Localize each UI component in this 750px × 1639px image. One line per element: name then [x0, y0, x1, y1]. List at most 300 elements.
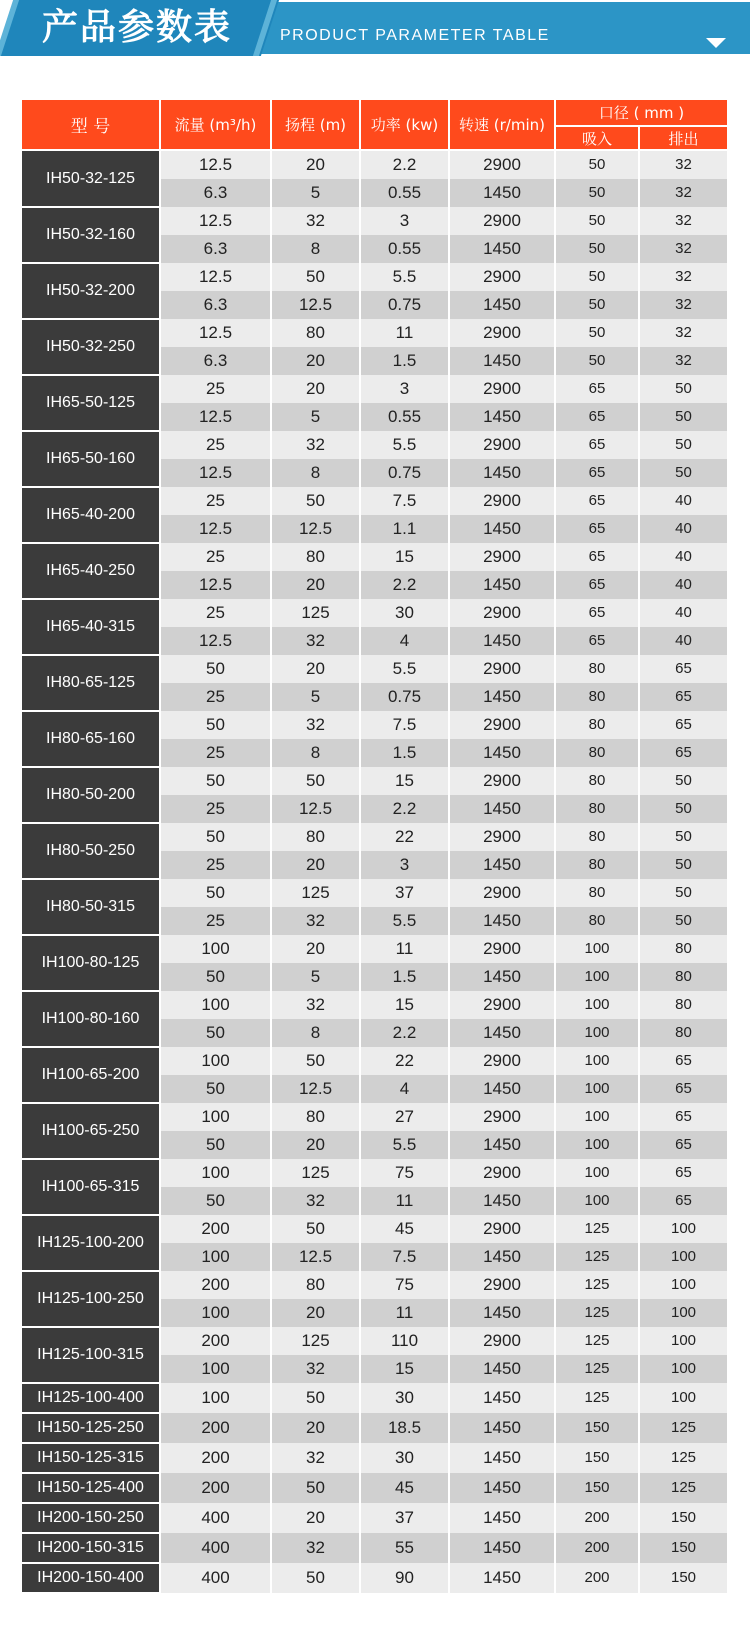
page-subtitle: PRODUCT PARAMETER TABLE: [280, 27, 550, 44]
speed-cell: 1450: [449, 627, 555, 655]
power-cell: 27: [360, 1103, 449, 1131]
outlet-cell: 65: [639, 1131, 728, 1159]
speed-cell: 2900: [449, 599, 555, 627]
inlet-cell: 65: [555, 599, 639, 627]
speed-cell: 2900: [449, 655, 555, 683]
outlet-cell: 150: [639, 1503, 728, 1533]
inlet-cell: 150: [555, 1473, 639, 1503]
speed-cell: 2900: [449, 1327, 555, 1355]
speed-cell: 1450: [449, 851, 555, 879]
power-cell: 30: [360, 1383, 449, 1413]
flow-cell: 12.5: [160, 571, 271, 599]
power-cell: 37: [360, 1503, 449, 1533]
head-cell: 32: [271, 991, 360, 1019]
inlet-cell: 100: [555, 1159, 639, 1187]
outlet-cell: 32: [639, 347, 728, 375]
inlet-cell: 200: [555, 1503, 639, 1533]
power-cell: 110: [360, 1327, 449, 1355]
head-cell: 5: [271, 403, 360, 431]
table-row: [21, 487, 728, 515]
flow-cell: 200: [160, 1413, 271, 1443]
outlet-cell: 50: [639, 431, 728, 459]
speed-cell: 1450: [449, 1413, 555, 1443]
flow-cell: 25: [160, 375, 271, 403]
flow-cell: 100: [160, 1243, 271, 1271]
speed-cell: 1450: [449, 1019, 555, 1047]
power-cell: 22: [360, 1047, 449, 1075]
inlet-cell: 100: [555, 991, 639, 1019]
outlet-cell: 65: [639, 711, 728, 739]
head-cell: 20: [271, 655, 360, 683]
head-cell: 80: [271, 319, 360, 347]
flow-cell: 12.5: [160, 319, 271, 347]
inlet-cell: 65: [555, 403, 639, 431]
flow-cell: 400: [160, 1533, 271, 1563]
flow-cell: 25: [160, 795, 271, 823]
inlet-cell: 65: [555, 375, 639, 403]
model-cell: IH65-40-200: [21, 487, 160, 543]
flow-cell: 12.5: [160, 263, 271, 291]
page-title: 产品参数表: [42, 7, 233, 48]
flow-cell: 25: [160, 599, 271, 627]
speed-cell: 2900: [449, 879, 555, 907]
power-cell: 45: [360, 1473, 449, 1503]
model-cell: IH100-80-125: [21, 935, 160, 991]
flow-cell: 50: [160, 767, 271, 795]
inlet-cell: 125: [555, 1299, 639, 1327]
head-cell: 20: [271, 1503, 360, 1533]
power-cell: 7.5: [360, 1243, 449, 1271]
inlet-cell: 65: [555, 515, 639, 543]
flow-cell: 200: [160, 1473, 271, 1503]
speed-cell: 1450: [449, 459, 555, 487]
table-row: [21, 543, 728, 571]
head-cell: 20: [271, 1413, 360, 1443]
inlet-cell: 65: [555, 571, 639, 599]
head-cell: 32: [271, 1355, 360, 1383]
outlet-cell: 100: [639, 1215, 728, 1243]
power-cell: 1.1: [360, 515, 449, 543]
outlet-cell: 50: [639, 459, 728, 487]
flow-cell: 12.5: [160, 403, 271, 431]
head-cell: 20: [271, 347, 360, 375]
flow-cell: 50: [160, 711, 271, 739]
model-cell: IH50-32-125: [21, 150, 160, 207]
table-row: [21, 1159, 728, 1187]
table-row: [21, 375, 728, 403]
speed-cell: 2900: [449, 991, 555, 1019]
power-cell: 0.75: [360, 459, 449, 487]
inlet-cell: 100: [555, 1187, 639, 1215]
head-cell: 80: [271, 543, 360, 571]
parameter-table: [20, 98, 729, 1594]
power-cell: 22: [360, 823, 449, 851]
table-row: [21, 1443, 728, 1473]
inlet-cell: 50: [555, 235, 639, 263]
power-cell: 75: [360, 1159, 449, 1187]
head-cell: 32: [271, 907, 360, 935]
head-cell: 32: [271, 1533, 360, 1563]
head-cell: 50: [271, 487, 360, 515]
model-cell: IH200-150-250: [21, 1503, 160, 1533]
outlet-cell: 100: [639, 1271, 728, 1299]
title-banner: [0, 0, 750, 56]
flow-cell: 100: [160, 1383, 271, 1413]
flow-cell: 12.5: [160, 515, 271, 543]
flow-cell: 100: [160, 1103, 271, 1131]
inlet-cell: 50: [555, 179, 639, 207]
table-row: [21, 991, 728, 1019]
inlet-cell: 80: [555, 767, 639, 795]
table-row: [21, 1503, 728, 1533]
flow-cell: 200: [160, 1271, 271, 1299]
flow-cell: 50: [160, 1187, 271, 1215]
power-cell: 30: [360, 1443, 449, 1473]
model-cell: IH100-80-160: [21, 991, 160, 1047]
flow-cell: 12.5: [160, 207, 271, 235]
head-cell: 32: [271, 1187, 360, 1215]
outlet-cell: 40: [639, 571, 728, 599]
speed-cell: 2900: [449, 375, 555, 403]
table-row: [21, 1215, 728, 1243]
flow-cell: 6.3: [160, 235, 271, 263]
model-cell: IH150-125-315: [21, 1443, 160, 1473]
speed-cell: 2900: [449, 767, 555, 795]
inlet-cell: 150: [555, 1443, 639, 1473]
head-cell: 20: [271, 851, 360, 879]
inlet-cell: 150: [555, 1413, 639, 1443]
model-cell: IH65-50-160: [21, 431, 160, 487]
power-cell: 11: [360, 935, 449, 963]
outlet-cell: 65: [639, 1047, 728, 1075]
speed-cell: 1450: [449, 1187, 555, 1215]
inlet-cell: 50: [555, 291, 639, 319]
outlet-cell: 32: [639, 179, 728, 207]
table-row: [21, 150, 728, 179]
model-cell: IH65-40-315: [21, 599, 160, 655]
inlet-cell: 200: [555, 1533, 639, 1563]
inlet-cell: 50: [555, 319, 639, 347]
flow-cell: 50: [160, 1131, 271, 1159]
power-cell: 90: [360, 1563, 449, 1593]
inlet-cell: 125: [555, 1215, 639, 1243]
power-cell: 45: [360, 1215, 449, 1243]
power-cell: 15: [360, 1355, 449, 1383]
head-cell: 20: [271, 935, 360, 963]
head-cell: 20: [271, 571, 360, 599]
inlet-cell: 65: [555, 431, 639, 459]
flow-cell: 50: [160, 1075, 271, 1103]
power-cell: 0.55: [360, 179, 449, 207]
table-row: [21, 823, 728, 851]
flow-cell: 25: [160, 683, 271, 711]
flow-cell: 6.3: [160, 179, 271, 207]
power-cell: 30: [360, 599, 449, 627]
inlet-cell: 50: [555, 150, 639, 179]
inlet-cell: 125: [555, 1271, 639, 1299]
speed-cell: 1450: [449, 1299, 555, 1327]
head-cell: 50: [271, 767, 360, 795]
head-cell: 32: [271, 627, 360, 655]
outlet-cell: 100: [639, 1355, 728, 1383]
table-row: [21, 431, 728, 459]
speed-cell: 2900: [449, 1215, 555, 1243]
outlet-cell: 40: [639, 487, 728, 515]
speed-cell: 2900: [449, 543, 555, 571]
model-cell: IH100-65-315: [21, 1159, 160, 1215]
speed-cell: 1450: [449, 963, 555, 991]
power-cell: 11: [360, 1299, 449, 1327]
inlet-cell: 65: [555, 543, 639, 571]
header-power: 功率 (kw): [360, 99, 449, 150]
inlet-cell: 100: [555, 935, 639, 963]
inlet-cell: 100: [555, 1075, 639, 1103]
power-cell: 1.5: [360, 739, 449, 767]
head-cell: 20: [271, 375, 360, 403]
chevron-down-icon[interactable]: [706, 38, 726, 48]
power-cell: 1.5: [360, 963, 449, 991]
outlet-cell: 32: [639, 319, 728, 347]
table-row: [21, 711, 728, 739]
table-row: [21, 263, 728, 291]
power-cell: 15: [360, 767, 449, 795]
inlet-cell: 100: [555, 1131, 639, 1159]
outlet-cell: 32: [639, 263, 728, 291]
head-cell: 125: [271, 1159, 360, 1187]
speed-cell: 1450: [449, 1383, 555, 1413]
model-cell: IH150-125-400: [21, 1473, 160, 1503]
flow-cell: 6.3: [160, 291, 271, 319]
power-cell: 7.5: [360, 711, 449, 739]
flow-cell: 25: [160, 543, 271, 571]
inlet-cell: 80: [555, 795, 639, 823]
model-cell: IH80-65-160: [21, 711, 160, 767]
head-cell: 125: [271, 599, 360, 627]
inlet-cell: 125: [555, 1383, 639, 1413]
outlet-cell: 65: [639, 1187, 728, 1215]
table-row: [21, 207, 728, 235]
speed-cell: 1450: [449, 1131, 555, 1159]
speed-cell: 2900: [449, 150, 555, 179]
power-cell: 4: [360, 1075, 449, 1103]
model-cell: IH65-40-250: [21, 543, 160, 599]
head-cell: 32: [271, 207, 360, 235]
speed-cell: 1450: [449, 179, 555, 207]
outlet-cell: 50: [639, 767, 728, 795]
flow-cell: 50: [160, 823, 271, 851]
flow-cell: 100: [160, 1159, 271, 1187]
speed-cell: 1450: [449, 1473, 555, 1503]
head-cell: 20: [271, 1299, 360, 1327]
flow-cell: 12.5: [160, 627, 271, 655]
power-cell: 75: [360, 1271, 449, 1299]
outlet-cell: 100: [639, 1383, 728, 1413]
speed-cell: 1450: [449, 739, 555, 767]
outlet-cell: 80: [639, 935, 728, 963]
head-cell: 50: [271, 1473, 360, 1503]
speed-cell: 2900: [449, 319, 555, 347]
flow-cell: 25: [160, 907, 271, 935]
speed-cell: 1450: [449, 1443, 555, 1473]
outlet-cell: 80: [639, 991, 728, 1019]
outlet-cell: 80: [639, 1019, 728, 1047]
inlet-cell: 80: [555, 711, 639, 739]
outlet-cell: 65: [639, 683, 728, 711]
power-cell: 37: [360, 879, 449, 907]
model-cell: IH50-32-200: [21, 263, 160, 319]
table-row: [21, 599, 728, 627]
head-cell: 8: [271, 235, 360, 263]
head-cell: 32: [271, 431, 360, 459]
flow-cell: 25: [160, 431, 271, 459]
inlet-cell: 65: [555, 487, 639, 515]
table-row: [21, 655, 728, 683]
header-flow: 流量 (m³/h): [160, 99, 271, 150]
outlet-cell: 50: [639, 403, 728, 431]
power-cell: 2.2: [360, 150, 449, 179]
outlet-cell: 32: [639, 291, 728, 319]
head-cell: 5: [271, 963, 360, 991]
inlet-cell: 125: [555, 1355, 639, 1383]
head-cell: 50: [271, 1215, 360, 1243]
model-cell: IH200-150-400: [21, 1563, 160, 1593]
power-cell: 3: [360, 851, 449, 879]
inlet-cell: 80: [555, 739, 639, 767]
power-cell: 2.2: [360, 795, 449, 823]
speed-cell: 2900: [449, 263, 555, 291]
head-cell: 125: [271, 1327, 360, 1355]
outlet-cell: 50: [639, 375, 728, 403]
speed-cell: 1450: [449, 515, 555, 543]
model-cell: IH65-50-125: [21, 375, 160, 431]
outlet-cell: 100: [639, 1327, 728, 1355]
flow-cell: 200: [160, 1215, 271, 1243]
power-cell: 1.5: [360, 347, 449, 375]
power-cell: 3: [360, 207, 449, 235]
outlet-cell: 32: [639, 150, 728, 179]
flow-cell: 12.5: [160, 459, 271, 487]
model-cell: IH125-100-200: [21, 1215, 160, 1271]
head-cell: 32: [271, 711, 360, 739]
inlet-cell: 200: [555, 1563, 639, 1593]
flow-cell: 50: [160, 655, 271, 683]
speed-cell: 2900: [449, 1047, 555, 1075]
inlet-cell: 80: [555, 851, 639, 879]
inlet-cell: 80: [555, 683, 639, 711]
flow-cell: 200: [160, 1443, 271, 1473]
power-cell: 18.5: [360, 1413, 449, 1443]
flow-cell: 25: [160, 487, 271, 515]
outlet-cell: 100: [639, 1243, 728, 1271]
inlet-cell: 125: [555, 1243, 639, 1271]
table-row: [21, 1563, 728, 1593]
head-cell: 20: [271, 1131, 360, 1159]
power-cell: 0.55: [360, 235, 449, 263]
flow-cell: 50: [160, 879, 271, 907]
power-cell: 11: [360, 319, 449, 347]
speed-cell: 1450: [449, 1243, 555, 1271]
outlet-cell: 65: [639, 1103, 728, 1131]
speed-cell: 1450: [449, 1533, 555, 1563]
head-cell: 50: [271, 1383, 360, 1413]
flow-cell: 25: [160, 851, 271, 879]
power-cell: 5.5: [360, 431, 449, 459]
power-cell: 5.5: [360, 907, 449, 935]
head-cell: 12.5: [271, 291, 360, 319]
power-cell: 0.75: [360, 291, 449, 319]
flow-cell: 100: [160, 1299, 271, 1327]
head-cell: 80: [271, 1103, 360, 1131]
outlet-cell: 150: [639, 1563, 728, 1593]
head-cell: 8: [271, 459, 360, 487]
speed-cell: 2900: [449, 487, 555, 515]
power-cell: 5.5: [360, 1131, 449, 1159]
flow-cell: 100: [160, 935, 271, 963]
model-cell: IH50-32-250: [21, 319, 160, 375]
header-model: 型 号: [21, 99, 160, 150]
head-cell: 80: [271, 823, 360, 851]
header-inlet: 吸入: [555, 126, 639, 150]
flow-cell: 50: [160, 963, 271, 991]
table-row: [21, 1327, 728, 1355]
table-row: [21, 1103, 728, 1131]
flow-cell: 100: [160, 991, 271, 1019]
speed-cell: 2900: [449, 431, 555, 459]
speed-cell: 2900: [449, 207, 555, 235]
table-row: [21, 1271, 728, 1299]
inlet-cell: 100: [555, 1103, 639, 1131]
speed-cell: 1450: [449, 683, 555, 711]
flow-cell: 100: [160, 1047, 271, 1075]
power-cell: 7.5: [360, 487, 449, 515]
header-outlet: 排出: [639, 126, 728, 150]
model-cell: IH80-50-200: [21, 767, 160, 823]
head-cell: 20: [271, 150, 360, 179]
head-cell: 5: [271, 179, 360, 207]
power-cell: 11: [360, 1187, 449, 1215]
outlet-cell: 50: [639, 823, 728, 851]
head-cell: 50: [271, 263, 360, 291]
table-row: [21, 1047, 728, 1075]
table-row: [21, 319, 728, 347]
inlet-cell: 80: [555, 823, 639, 851]
outlet-cell: 50: [639, 907, 728, 935]
speed-cell: 1450: [449, 291, 555, 319]
speed-cell: 1450: [449, 347, 555, 375]
speed-cell: 1450: [449, 235, 555, 263]
model-cell: IH150-125-250: [21, 1413, 160, 1443]
outlet-cell: 40: [639, 515, 728, 543]
head-cell: 125: [271, 879, 360, 907]
model-cell: IH100-65-200: [21, 1047, 160, 1103]
outlet-cell: 65: [639, 655, 728, 683]
outlet-cell: 65: [639, 739, 728, 767]
model-cell: IH125-100-315: [21, 1327, 160, 1383]
header-head: 扬程 (m): [271, 99, 360, 150]
outlet-cell: 40: [639, 543, 728, 571]
speed-cell: 2900: [449, 935, 555, 963]
power-cell: 55: [360, 1533, 449, 1563]
head-cell: 8: [271, 1019, 360, 1047]
flow-cell: 25: [160, 739, 271, 767]
speed-cell: 1450: [449, 795, 555, 823]
table-row: [21, 1473, 728, 1503]
table-row: [21, 879, 728, 907]
head-cell: 12.5: [271, 795, 360, 823]
table-row: [21, 1533, 728, 1563]
outlet-cell: 50: [639, 851, 728, 879]
head-cell: 12.5: [271, 515, 360, 543]
